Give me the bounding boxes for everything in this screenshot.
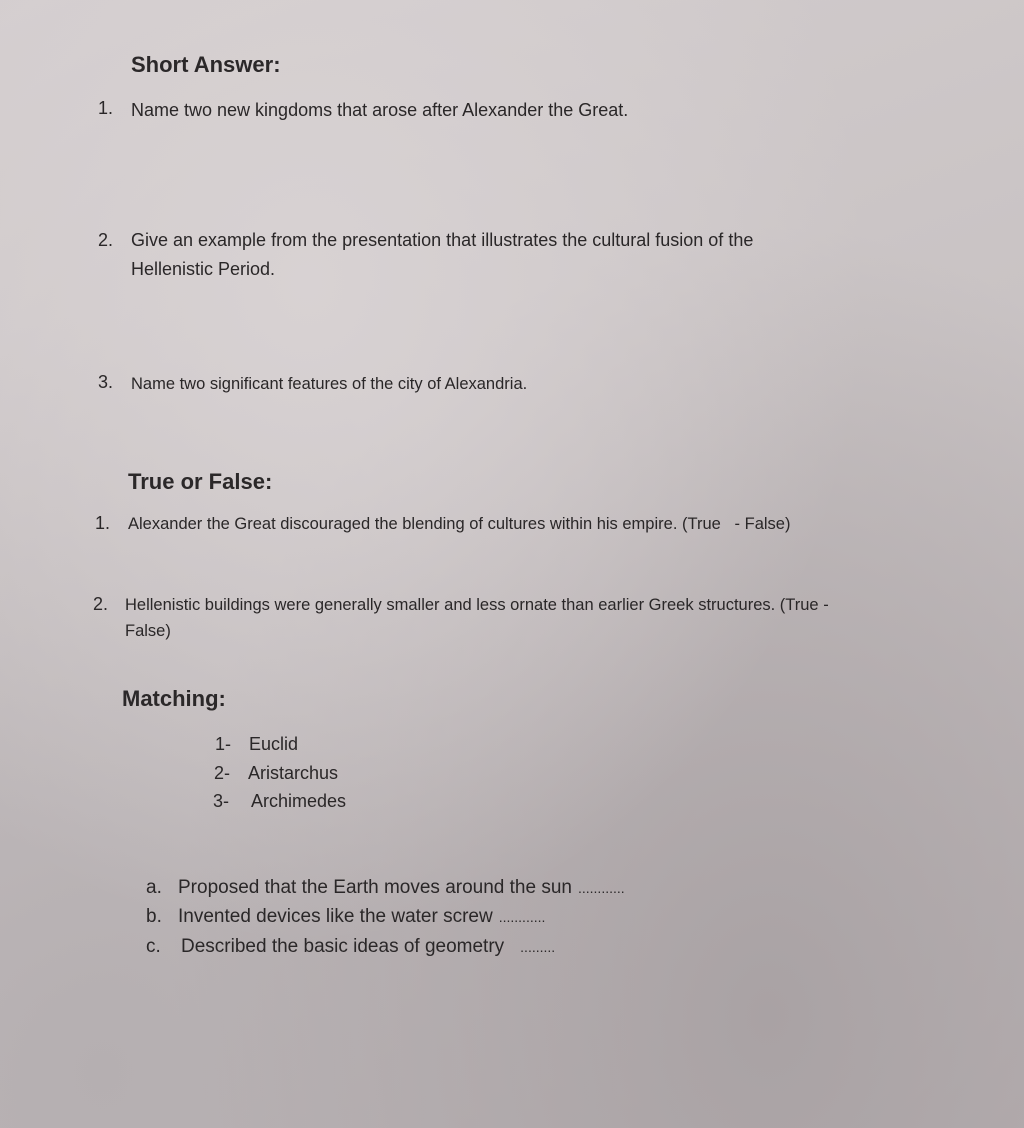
sa-question-1-number: 1. (98, 98, 114, 118)
short-answer-heading: Short Answer: (131, 52, 281, 77)
matching-definition-a-text: Proposed that the Earth moves around the sun (178, 877, 572, 898)
matching-term-1-name: Euclid (249, 734, 299, 754)
matching-definition-b (146, 906, 545, 928)
matching-term-3-number: 3- (213, 791, 230, 811)
tf-question-2-text (125, 592, 829, 644)
matching-term-2-number: 2- (214, 763, 231, 783)
matching-term-1-number: 1- (215, 734, 232, 754)
matching-definition-b-text: Invented devices like the water screw (178, 906, 493, 927)
matching-definition-c (146, 936, 555, 958)
matching-definition-c-text: Described the basic ideas of geometry (181, 936, 505, 957)
matching-heading: Matching: (122, 686, 226, 711)
matching-term-3-name: Archimedes (251, 791, 347, 811)
sa-question-2-text (131, 226, 753, 284)
true-false-heading: True or False: (128, 469, 273, 494)
sa-question-2-line-1: Give an example from the presentation that illustrates the cultural fusion of the (131, 230, 754, 250)
matching-term-2-name: Aristarchus (248, 763, 339, 783)
sa-question-2-number: 2. (98, 230, 114, 250)
matching-term-1 (215, 734, 298, 755)
matching-definition-a (146, 877, 625, 899)
tf-question-2-line-1: Hellenistic buildings were generally smaller and less ornate than earlier Greek structures. (True - (125, 596, 829, 614)
matching-term-2 (214, 763, 338, 784)
sa-question-1-text: Name two new kingdoms that arose after Alexander the Great. (131, 100, 629, 120)
matching-definition-a-letter: a. (146, 877, 162, 898)
tf-question-2-number: 2. (93, 594, 109, 614)
sa-question-3-number: 3. (98, 372, 114, 392)
matching-definition-a-blank: ............ (577, 880, 625, 896)
matching-definition-b-blank: ............ (498, 909, 546, 925)
matching-definition-b-letter: b. (146, 906, 162, 927)
tf-question-2-line-2: False) (125, 622, 171, 640)
matching-definition-c-letter: c. (146, 936, 161, 957)
matching-term-3 (213, 791, 346, 812)
tf-question-1-number: 1. (95, 513, 111, 533)
tf-question-1-text: Alexander the Great discouraged the blending of cultures within his empire. (True - False) (128, 515, 791, 533)
matching-definition-c-blank: ......... (520, 939, 556, 955)
sa-question-3-text: Name two significant features of the city of Alexandria. (131, 375, 528, 393)
sa-question-2-line-2: Hellenistic Period. (131, 259, 276, 279)
